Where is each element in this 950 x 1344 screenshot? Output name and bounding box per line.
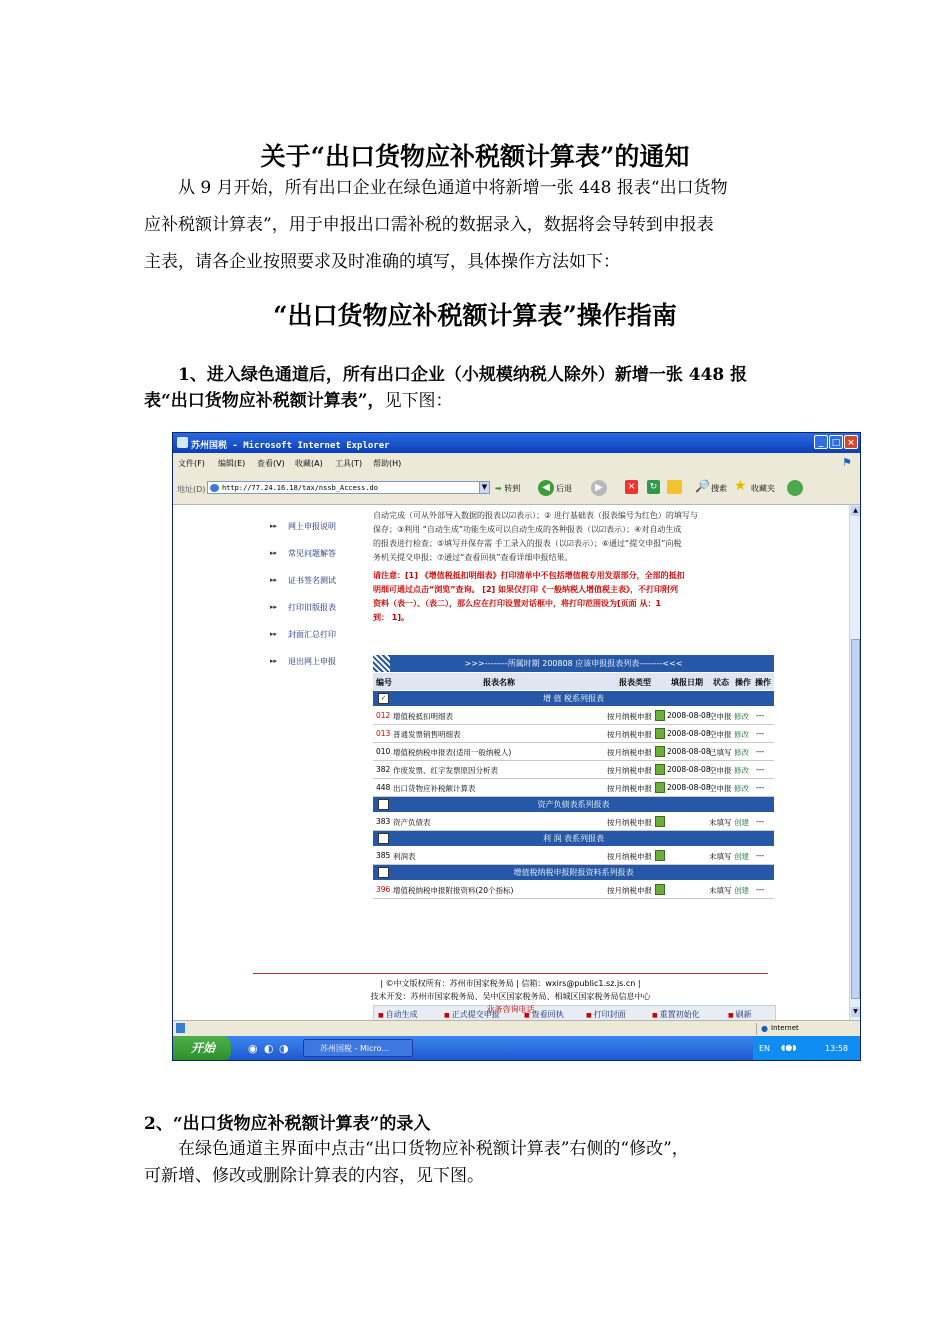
auto-generate-link[interactable]: ■ 自动生成 [378, 1009, 418, 1020]
col-op2: 操作 [755, 678, 771, 687]
row-type: 按月纳税申报 [607, 784, 652, 793]
refresh-icon[interactable]: ↻ [647, 480, 660, 494]
row-op2: --- [756, 729, 765, 738]
row-op2: --- [756, 711, 765, 720]
search-label[interactable]: 搜索 [711, 484, 727, 493]
instruction-line: 的报表进行检查；⑤填写并保存需 手工录入的报表（以☑表示）；⑥通过“提交申报”向税 [373, 539, 682, 548]
step1-line-2 [144, 383, 810, 420]
instruction-line: 保存；③利用 “自动生成”功能生成可以自动生成的各种报表（以☑表示）；④对自动生成 [373, 525, 682, 534]
row-edit-link[interactable]: 创建 [734, 852, 749, 861]
menu-tools[interactable]: 工具(T) [335, 459, 363, 468]
menu-favorites[interactable]: 收藏(A) [295, 459, 323, 468]
group-title: 利 润 表系列报表 [542, 834, 605, 843]
report-status-icon [655, 710, 665, 721]
back-label[interactable]: 后退 [556, 484, 572, 493]
address-input[interactable]: http://77.24.16.18/tax/nssb_Access.do [207, 481, 489, 494]
table-header [373, 673, 774, 690]
row-name: 普通发票销售明细表 [393, 730, 461, 739]
row-id: 448 [376, 783, 391, 792]
lang-indicator[interactable]: EN [759, 1044, 771, 1053]
report-status-icon [655, 782, 665, 793]
clock: 13:58 [825, 1044, 849, 1053]
row-name: 增值税纳税申报附报资料(20个指标) [393, 886, 514, 895]
back-icon[interactable]: ◀ [538, 480, 554, 496]
ie-app-icon [177, 437, 188, 448]
group-checkbox[interactable]: ✓ [378, 693, 389, 704]
table-row [373, 847, 774, 865]
menu-help[interactable]: 帮助(H) [373, 459, 402, 468]
row-op2: --- [756, 817, 765, 826]
pattern-icon [373, 655, 390, 672]
report-status-icon [655, 728, 665, 739]
start-button[interactable]: 开始 [173, 1036, 231, 1061]
row-name: 资产负债表 [393, 818, 431, 827]
row-date: 2008-08-08 [667, 729, 711, 738]
col-op: 操作 [735, 678, 751, 687]
scroll-thumb[interactable] [851, 639, 860, 999]
table-row [373, 779, 774, 797]
guide-title: “出口货物应补税额计算表”操作指南 [273, 301, 677, 330]
row-op2: --- [756, 765, 765, 774]
menu-bar [173, 454, 860, 472]
maximize-button[interactable]: □ [829, 435, 843, 449]
browser-screenshot [172, 432, 861, 1061]
search-icon[interactable]: 🔎 [695, 479, 710, 493]
warning-line: 资料（表一）、（表二），那么应在打印设置对话框中，将打印范围设为[页面 从：1 [373, 599, 662, 608]
col-status: 状态 [713, 678, 729, 687]
row-type: 按月纳税申报 [607, 748, 652, 757]
submit-link[interactable]: ■ 正式提交申报 [444, 1009, 500, 1020]
media-icon[interactable] [787, 480, 803, 496]
report-status-icon [655, 816, 665, 827]
row-name: 作废发票、红字发票原因分析表 [393, 766, 498, 775]
row-id: 385 [376, 851, 391, 860]
table-row [373, 743, 774, 761]
forward-icon[interactable]: ▶ [591, 480, 607, 496]
col-name: 报表名称 [483, 678, 515, 687]
table-row [373, 761, 774, 779]
group-header [373, 691, 774, 706]
row-edit-link[interactable]: 修改 [734, 766, 749, 775]
row-edit-link[interactable]: 修改 [734, 784, 749, 793]
col-date: 填报日期 [671, 678, 703, 687]
row-type: 按月纳税申报 [607, 766, 652, 775]
row-status: 空申报 [709, 766, 732, 775]
sidebar-item-cert-test[interactable]: 证书签名测试 [288, 576, 336, 585]
row-op2: --- [756, 885, 765, 894]
row-name: 增值税纳税申报表(适用一般纳税人) [393, 748, 512, 757]
instructions [373, 509, 775, 625]
row-name: 增值税抵扣明细表 [393, 712, 453, 721]
address-dropdown[interactable]: ▼ [479, 481, 490, 494]
row-name: 出口货物应补税额计算表 [393, 784, 476, 793]
row-status: 空申报 [709, 712, 732, 721]
row-status: 空申报 [709, 730, 732, 739]
page-status-icon [176, 1023, 185, 1033]
group-header [373, 831, 774, 846]
minimize-button[interactable]: _ [814, 435, 828, 449]
address-toolbar [173, 471, 860, 505]
report-status-icon [655, 746, 665, 757]
row-status: 未填写 [709, 852, 732, 861]
row-id: 010 [376, 747, 391, 756]
menu-edit[interactable]: 编辑(E) [218, 459, 246, 468]
sidebar-item-print-old[interactable]: 打印旧版报表 [288, 603, 336, 612]
arrow-icon: ▸▸ [270, 603, 278, 611]
print-cover-link[interactable]: ■ 打印封面 [586, 1009, 626, 1020]
step1-line-2-bold: 表“出口货物应补税额计算表”， [144, 391, 385, 411]
footer-copyright: | ©中文版权所有：苏州市国家税务局 | 信箱：wxirs@public1.sz.js.cn | [380, 979, 641, 988]
warning-line: 明细可通过点击“浏览”查询。 [2] 如果仅打印《一般纳税人增值税主表》，不打印附列 [373, 585, 678, 594]
row-id: 383 [376, 817, 391, 826]
footer-phone[interactable]: 业务咨询电话 [486, 1005, 535, 1014]
step2-line-2: 可新增、修改或删除计算表的内容，见下图。 [144, 1166, 484, 1186]
intro-line-1: 从 9 月开始，所有出口企业在绿色通道中将新增一张 448 报表“出口货物 [178, 178, 728, 198]
row-id: 013 [376, 729, 391, 738]
row-type: 按月纳税申报 [607, 818, 652, 827]
scroll-up-icon[interactable]: ▲ [851, 506, 860, 516]
quicklaunch-icon[interactable]: ◉ [248, 1042, 258, 1055]
report-status-icon [655, 764, 665, 775]
title-bar [173, 433, 860, 453]
group-title: 增值税纳税申报附报资料系列报表 [513, 868, 634, 877]
row-date: 2008-08-08 [667, 765, 711, 774]
home-icon[interactable] [667, 480, 682, 494]
doc-title: 关于“出口货物应补税额计算表”的通知 [260, 142, 690, 171]
scroll-down-icon[interactable]: ▼ [851, 1007, 860, 1017]
warning-line: 到： 1]。 [373, 613, 410, 622]
group-checkbox[interactable] [378, 833, 389, 844]
sidebar-item-print-cover[interactable]: 封面汇总打印 [288, 630, 336, 639]
instruction-line: 自动完成（可从外部导入数据的报表以☑表示）；② 进行基础表（报表编号为红色）的填写与 [373, 511, 698, 520]
col-type: 报表类型 [619, 678, 651, 687]
close-button[interactable]: × [844, 435, 858, 449]
step1-line-1: 1、进入绿色通道后，所有出口企业（小规模纳税人除外）新增一张 448 报 [178, 365, 748, 385]
step2-line-1: 在绿色通道主界面中点击“出口货物应补税额计算表”右侧的“修改”， [178, 1139, 689, 1159]
group-checkbox[interactable] [378, 867, 389, 878]
taskbar-window-item[interactable]: 苏州国税 - Micro... [303, 1039, 413, 1057]
row-id: 382 [376, 765, 391, 774]
go-button[interactable]: ➡ 转到 [495, 484, 521, 493]
menu-file[interactable]: 文件(F) [178, 459, 205, 468]
table-row [373, 707, 774, 725]
window-title: 苏州国税 - Microsoft Internet Explorer [191, 441, 390, 451]
table-row [373, 725, 774, 743]
group-header [373, 865, 774, 880]
row-status: 未填写 [709, 818, 732, 827]
warning-line: 请注意：[1] 《增值税抵扣明细表》打印清单中不包括增值税专用发票部分，全部的抵扣 [373, 571, 685, 580]
report-status-icon [655, 884, 665, 895]
arrow-icon: ▸▸ [270, 522, 278, 530]
row-edit-link[interactable]: 修改 [734, 730, 749, 739]
table-row [373, 813, 774, 831]
refresh-link[interactable]: ■ 刷新 [728, 1009, 752, 1020]
group-title: 增 值 税系列报表 [542, 694, 605, 703]
tray-icon[interactable]: ◖●◗ [781, 1043, 797, 1052]
report-status-icon [655, 850, 665, 861]
status-bar [173, 1020, 860, 1037]
view-receipt-link[interactable]: ■ 查看回执 [524, 1009, 564, 1020]
step2-title: 2、“出口货物应补税额计算表”的录入 [144, 1114, 431, 1134]
footer-divider [253, 973, 768, 974]
row-edit-link[interactable]: 修改 [734, 712, 749, 721]
quicklaunch-icon[interactable]: ◐ [264, 1042, 274, 1055]
row-id: 012 [376, 711, 391, 720]
globe-icon: ● [761, 1024, 768, 1033]
quicklaunch-icon[interactable]: ◑ [279, 1042, 289, 1055]
favorites-icon[interactable]: ★ [734, 478, 747, 494]
page-content [173, 505, 849, 1020]
windows-flag-icon: ⚑ [842, 456, 852, 469]
row-status: 已填写 [709, 748, 732, 757]
favorites-label[interactable]: 收藏夹 [751, 484, 775, 493]
arrow-icon: ▸▸ [270, 657, 278, 665]
group-checkbox[interactable] [378, 799, 389, 810]
row-status: 未填写 [709, 886, 732, 895]
row-date: 2008-08-08 [667, 747, 711, 756]
step1-line-2-tail: 见下图： [384, 391, 453, 411]
taskbar [173, 1036, 860, 1061]
arrow-icon: ▸▸ [270, 630, 278, 638]
row-type: 按月纳税申报 [607, 712, 652, 721]
row-type: 按月纳税申报 [607, 730, 652, 739]
instruction-line: 务机关提交申报；⑦通过“查看回执”查看详细申报结果。 [373, 553, 573, 562]
row-status: 空申报 [709, 784, 732, 793]
address-label: 地址(D) [177, 485, 206, 494]
row-edit-link[interactable]: 创建 [734, 818, 749, 827]
system-tray [753, 1036, 860, 1061]
report-list-header: >>>--------所属时期 200808 应该申报报表列表--------<<< [373, 655, 774, 672]
row-type: 按月纳税申报 [607, 852, 652, 861]
vertical-scrollbar[interactable] [849, 505, 861, 1020]
zone-label: Internet [771, 1024, 799, 1032]
sidebar-item-exit[interactable]: 退出网上申报 [288, 657, 336, 666]
arrow-icon: ▸▸ [270, 549, 278, 557]
row-date: 2008-08-08 [667, 711, 711, 720]
sidebar-item-help[interactable]: 网上申报说明 [288, 522, 336, 531]
reset-link[interactable]: ■ 重置初始化 [652, 1009, 700, 1020]
row-op2: --- [756, 747, 765, 756]
row-edit-link[interactable]: 修改 [734, 748, 749, 757]
row-date: 2008-08-08 [667, 783, 711, 792]
group-header [373, 797, 774, 812]
footer-dev: 技术开发：苏州市国家税务局、吴中区国家税务局、相城区国家税务局信息中心 [370, 992, 651, 1001]
row-op2: --- [756, 783, 765, 792]
arrow-icon: ▸▸ [270, 576, 278, 584]
row-id: 396 [376, 885, 391, 894]
group-title: 资产负债表系列报表 [537, 800, 610, 809]
sidebar-item-faq[interactable]: 常见问题解答 [288, 549, 336, 558]
intro-line-2: 应补税额计算表”，用于申报出口需补税的数据录入，数据将会导转到申报表 [144, 215, 714, 235]
table-row [373, 881, 774, 899]
stop-icon[interactable]: × [625, 480, 638, 494]
row-edit-link[interactable]: 创建 [734, 886, 749, 895]
row-name: 利润表 [393, 852, 416, 861]
row-type: 按月纳税申报 [607, 886, 652, 895]
intro-line-3: 主表，请各企业按照要求及时准确的填写，具体操作方法如下： [144, 252, 620, 272]
row-op2: --- [756, 851, 765, 860]
menu-view[interactable]: 查看(V) [257, 459, 285, 468]
col-id: 编号 [376, 678, 392, 687]
page-icon [210, 484, 219, 492]
